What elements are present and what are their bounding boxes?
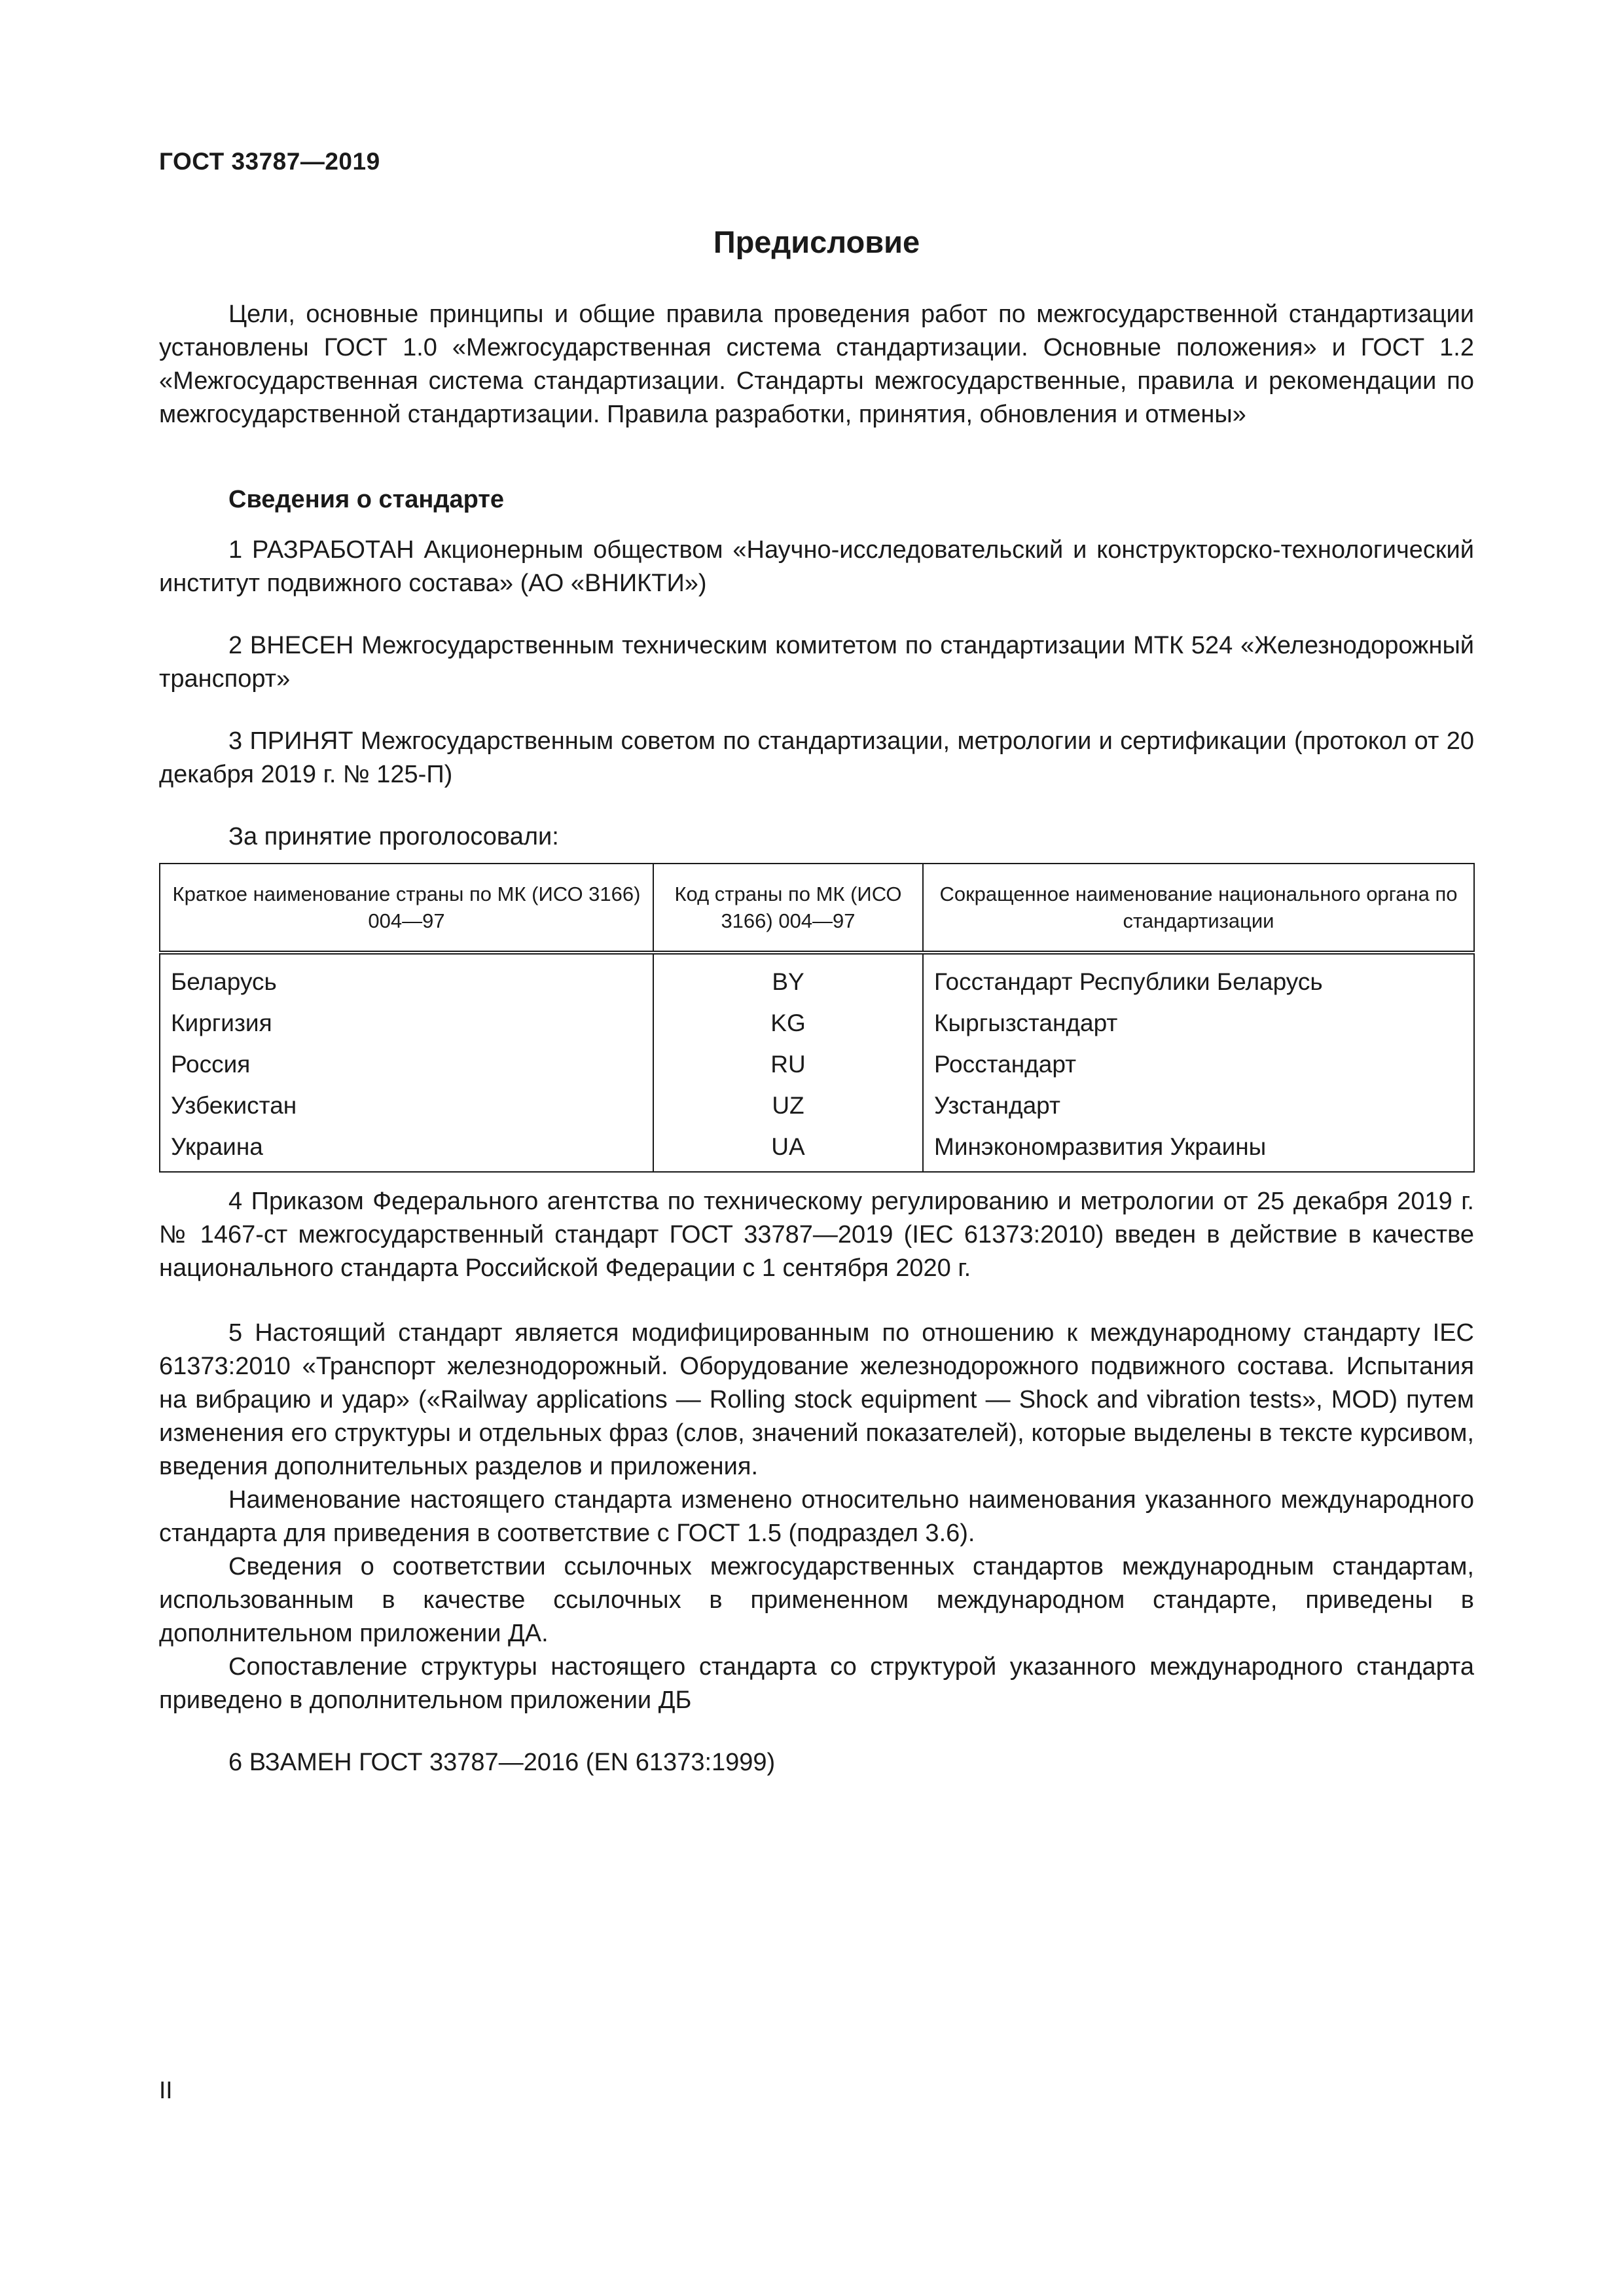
table-row <box>160 1085 1474 1126</box>
cell-country: Украина <box>160 1126 653 1172</box>
item-1-developed: 1 РАЗРАБОТАН Акционерным обществом «Научно-исследовательский и конструкторско-технологический институт подвижного состава» (АО «ВНИКТИ») <box>159 536 1474 597</box>
item-4-order: 4 Приказом Федерального агентства по техническому регулированию и метрологии от 25 декабря 2019 г. № 1467-ст межгосударственный стандарт ГОСТ 33787—2019 (IEC 61373:2010) введен в действие в качестве национального стандарта Российской Федерации с 1 сентября 2020 г. <box>159 1188 1474 1282</box>
document-header: ГОСТ 33787—2019 <box>159 148 380 175</box>
page-title: Предисловие <box>713 225 920 259</box>
item-5-structure: Сопоставление структуры настоящего стандарта со структурой указанного международного стандарта приведено в дополнительном приложении ДБ <box>159 1653 1474 1714</box>
cell-code: KG <box>653 1002 923 1044</box>
table-header-code: Код страны по МК (ИСО 3166) 004—97 <box>653 864 923 953</box>
cell-body: Кыргызстандарт <box>923 1002 1474 1044</box>
cell-code: UZ <box>653 1085 923 1126</box>
info-heading: Сведения о стандарте <box>228 486 505 513</box>
cell-code: UA <box>653 1126 923 1172</box>
cell-body: Минэкономразвития Украины <box>923 1126 1474 1172</box>
voting-table <box>159 863 1475 1173</box>
vote-caption: За принятие проголосовали: <box>228 823 559 850</box>
cell-country: Беларусь <box>160 953 653 1002</box>
page-number: II <box>159 2077 173 2104</box>
item-2-introduced: 2 ВНЕСЕН Межгосударственным техническим комитетом по стандартизации МТК 524 «Железнодорожный транспорт» <box>159 632 1474 693</box>
cell-code: BY <box>653 953 923 1002</box>
table-header-row <box>160 864 1474 953</box>
document-page <box>159 0 1474 2296</box>
item-3-adopted: 3 ПРИНЯТ Межгосударственным советом по стандартизации, метрологии и сертификации (протокол от 20 декабря 2019 г. № 125-П) <box>159 727 1474 788</box>
item-5-modified: 5 Настоящий стандарт является модифицированным по отношению к международному стандарту IEC 61373:2010 «Транспорт железнодорожный. Оборудование железнодорожного подвижного состава. Испытания на вибрацию и удар» («Railway applications — Rolling stock equipment — Shock and vibration tests», MOD) путем изменения его структуры и отдельных фраз (слов, значений показателей), которые выделены в тексте курсивом, введения дополнительных разделов и приложения. <box>159 1319 1474 1480</box>
cell-country: Киргизия <box>160 1002 653 1044</box>
table-row <box>160 1002 1474 1044</box>
table-row <box>160 953 1474 1002</box>
cell-body: Госстандарт Республики Беларусь <box>923 953 1474 1002</box>
cell-body: Узстандарт <box>923 1085 1474 1126</box>
item-5-name-change: Наименование настоящего стандарта изменено относительно наименования указанного международного стандарта для приведения в соответствие с ГОСТ 1.5 (подраздел 3.6). <box>159 1486 1474 1547</box>
cell-country: Узбекистан <box>160 1085 653 1126</box>
cell-body: Росстандарт <box>923 1044 1474 1085</box>
item-5-references: Сведения о соответствии ссылочных межгосударственных стандартов международным стандартам, использованным в качестве ссылочных в примененном международном стандарте, приведены в дополнительном приложении ДА. <box>159 1553 1474 1647</box>
table-header-body: Сокращенное наименование национального органа по стандартизации <box>923 864 1474 953</box>
table-row <box>160 1044 1474 1085</box>
table-row <box>160 1126 1474 1172</box>
cell-code: RU <box>653 1044 923 1085</box>
cell-country: Россия <box>160 1044 653 1085</box>
intro-paragraph: Цели, основные принципы и общие правила проведения работ по межгосударственной стандартизации установлены ГОСТ 1.0 «Межгосударственная система стандартизации. Основные положения» и ГОСТ 1.2 «Межгосударственная система стандартизации. Стандарты межгосударственные, правила и рекомендации по межгосударственной стандартизации. Правила разработки, принятия, обновления и отмены» <box>159 301 1474 428</box>
item-6-replaces: 6 ВЗАМЕН ГОСТ 33787—2016 (EN 61373:1999) <box>228 1749 776 1776</box>
table-header-country: Краткое наименование страны по МК (ИСО 3166) 004—97 <box>160 864 653 953</box>
